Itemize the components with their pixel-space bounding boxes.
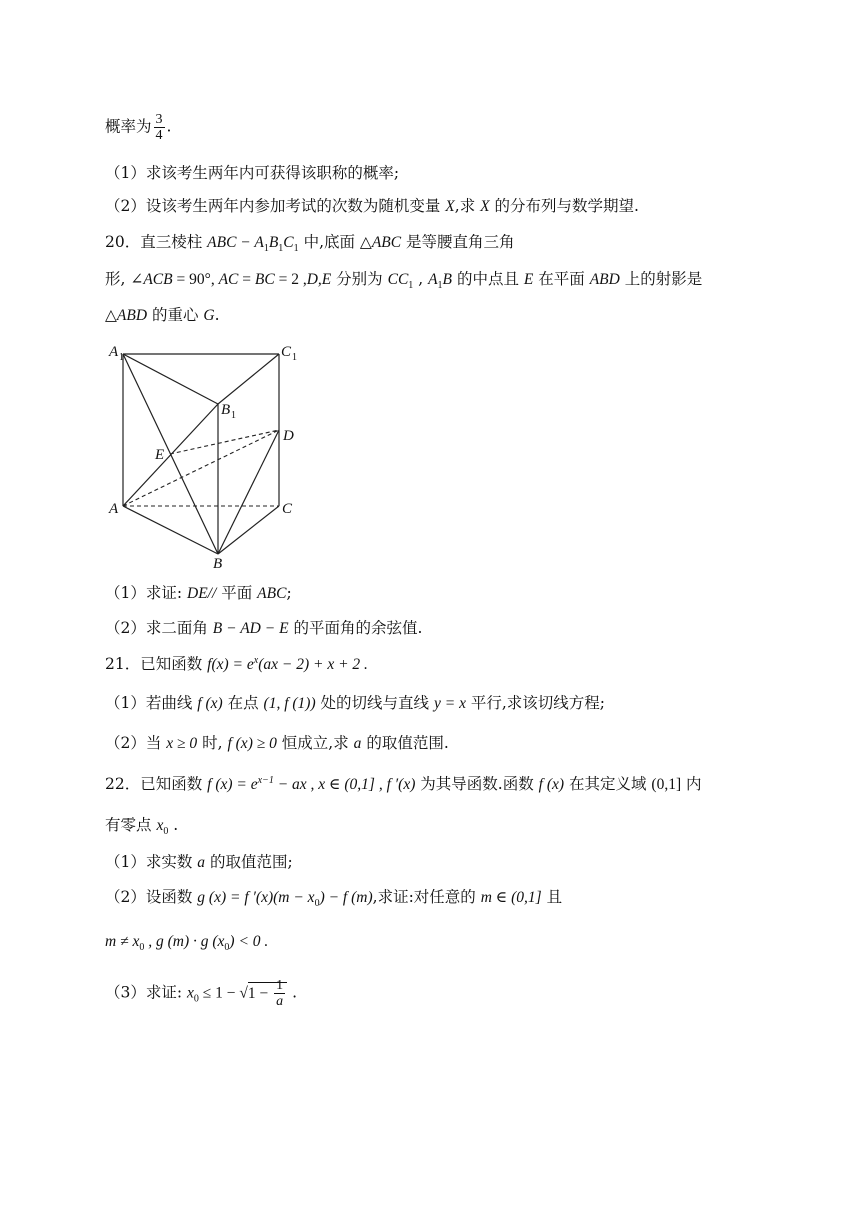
math: B [442, 271, 453, 288]
label-d: D [283, 428, 294, 444]
math: D,E [306, 271, 332, 288]
math: x ≥ 0 [166, 735, 198, 752]
text: . [166, 117, 172, 136]
math: (0,1] [651, 776, 682, 793]
math: , g (m) · g (x [144, 933, 225, 950]
text: 上的射影是 [619, 270, 703, 288]
text: 平面 [216, 584, 258, 602]
fraction [274, 978, 285, 1009]
fraction-numerator: 3 [155, 112, 163, 127]
subscript: 1 [408, 280, 414, 292]
math: B − AD − E [212, 620, 289, 637]
text: 的中点且 [452, 270, 524, 288]
text: （1）若曲线 [105, 694, 198, 712]
math: f (x) = e [207, 776, 258, 793]
math: = 90°, [172, 271, 219, 288]
math: f (x) [197, 695, 223, 712]
label-c1: C [281, 344, 292, 360]
text-line-q19-part1 [105, 162, 399, 184]
math: 1 − [247, 984, 273, 1002]
subscript: 0 [224, 942, 230, 954]
label-a: A [109, 501, 119, 517]
segment-ad-hidden [123, 430, 279, 506]
math: (ax − 2) + x + 2 . [258, 656, 368, 673]
math: G [203, 307, 215, 324]
text: . [287, 983, 298, 1002]
fraction-denominator: a [276, 994, 284, 1009]
edge-b1c1 [218, 354, 279, 404]
text: 处的切线与直线 [315, 694, 434, 712]
math: − ax , x ∈ (0,1] , [273, 776, 387, 793]
question-22-part1 [105, 851, 293, 874]
label-e: E [155, 447, 165, 463]
question-22-line2 [105, 814, 178, 837]
text: （2）当 [105, 734, 167, 752]
text: 是等腰直角三角 [401, 233, 515, 251]
math: g (x) = f ′(x)(m − x [197, 889, 315, 906]
edge-bc [218, 506, 279, 554]
math: ≤ 1 − √ [198, 984, 248, 1002]
edge-a1b1 [123, 354, 218, 404]
edge-ab [123, 506, 218, 554]
fraction-denominator: 4 [155, 128, 163, 143]
label-b: B [213, 556, 223, 570]
text: 在平面 [533, 270, 590, 288]
math: X [445, 198, 455, 215]
text: ,求 [454, 197, 481, 215]
segment-bd [218, 430, 279, 554]
text: 分别为 [331, 270, 388, 288]
text: （1）求实数 [105, 853, 198, 871]
math: x [156, 817, 164, 834]
radicand [247, 978, 287, 1009]
text: 平行,求该切线方程; [465, 694, 606, 712]
text: , [413, 270, 429, 288]
math: X [480, 198, 490, 215]
text: ; [286, 584, 292, 602]
question-22-part3 [105, 978, 297, 1009]
text: （2）设该考生两年内参加考试的次数为随机变量 [105, 197, 446, 215]
math: a [197, 854, 206, 871]
text: 为其导函数.函数 [415, 775, 539, 793]
question-20-line1 [105, 231, 515, 254]
math: a [353, 735, 362, 752]
math: m ∈ (0,1] [480, 889, 542, 906]
math: y = x [433, 695, 466, 712]
subscript: 0 [163, 826, 169, 838]
text: 的分布列与数学期望. [489, 197, 639, 215]
math: A [428, 271, 438, 288]
math: E [523, 271, 534, 288]
question-20-line2 [105, 268, 702, 291]
question-20-line3 [105, 304, 220, 327]
question-22-part2-line1 [105, 886, 562, 909]
question-20-part1 [105, 582, 292, 605]
text: 20．直三棱柱 [105, 233, 208, 251]
math: C [283, 234, 294, 251]
math: = [238, 271, 255, 288]
question-20-part2 [105, 617, 422, 640]
text: （2）设函数 [105, 888, 198, 906]
text-line-probability [105, 112, 171, 143]
text: 的重心 [147, 306, 204, 324]
math: DE// [187, 585, 217, 602]
text: 且 [541, 888, 563, 906]
fraction-numerator: 1 [276, 978, 284, 993]
question-21-part1 [105, 692, 605, 715]
math: (1, f (1)) [263, 695, 316, 712]
text: 22．已知函数 [105, 775, 208, 793]
question-22-line1 [105, 773, 702, 796]
label-b1-sub: 1 [231, 410, 236, 421]
subscript: 1 [278, 243, 284, 255]
text: 有零点 [105, 816, 157, 834]
math: x [187, 984, 194, 1002]
superscript: x−1 [257, 774, 274, 786]
segment-ab1 [123, 404, 218, 506]
math: ABC [257, 585, 287, 602]
question-21 [105, 653, 368, 676]
math: ABD [589, 271, 620, 288]
subscript: 0 [139, 942, 145, 954]
subscript: 1 [263, 243, 269, 255]
label-a1-sub: 1 [119, 352, 124, 363]
question-22-part2-line2 [105, 930, 268, 953]
text: 时, [197, 734, 228, 752]
label-b1: B [221, 402, 231, 418]
math: f (x) [538, 776, 565, 793]
math: (x) = e [211, 656, 254, 673]
text: 在其定义域 [564, 775, 652, 793]
math: = 2 , [274, 271, 307, 288]
math: f [207, 656, 212, 673]
prism-figure [105, 338, 325, 570]
math: B [268, 234, 279, 251]
label-a1: A [109, 344, 119, 360]
text: （2）求二面角 [105, 619, 213, 637]
text: 概率为 [105, 117, 152, 136]
math: ) < 0 . [229, 933, 269, 950]
fraction [154, 112, 165, 143]
text: . [214, 306, 220, 324]
text: ,求证:对任意的 [372, 888, 481, 906]
math: BC [254, 271, 275, 288]
subscript: 0 [314, 898, 320, 910]
subscript: 0 [193, 993, 199, 1005]
label-c: C [282, 501, 293, 517]
text-line-q19-part2 [105, 195, 639, 218]
math: ABC [371, 234, 402, 251]
math: f (x) ≥ 0 [227, 735, 277, 752]
segment-ed-hidden [170, 430, 279, 454]
superscript: x [253, 654, 259, 666]
math: ABD [116, 307, 148, 324]
text: 的平面角的余弦值. [288, 619, 423, 637]
math: ABC − A [207, 234, 264, 251]
text: 的取值范围. [361, 734, 449, 752]
math: ACB [143, 271, 173, 288]
subscript: 1 [437, 280, 443, 292]
text: 21．已知函数 [105, 655, 208, 673]
text: 内 [681, 775, 702, 793]
text: △ [105, 306, 117, 324]
text: （1）求该考生两年内可获得该职称的概率; [105, 164, 400, 182]
math: m ≠ x [105, 933, 140, 950]
math: AC [218, 271, 239, 288]
text: 恒成立,求 [276, 734, 354, 752]
label-c1-sub: 1 [292, 352, 297, 363]
text: . [168, 816, 179, 834]
text: 的取值范围; [205, 853, 293, 871]
text: 形, ∠ [105, 270, 144, 288]
subscript: 1 [293, 243, 299, 255]
math: ) − f (m) [319, 889, 373, 906]
math: f ′(x) [386, 776, 416, 793]
text: （3）求证: [105, 983, 188, 1002]
question-21-part2 [105, 732, 449, 755]
text: 在点 [222, 694, 264, 712]
text: 中,底面 △ [298, 233, 372, 251]
text: （1）求证: [105, 584, 188, 602]
math: CC [387, 271, 409, 288]
